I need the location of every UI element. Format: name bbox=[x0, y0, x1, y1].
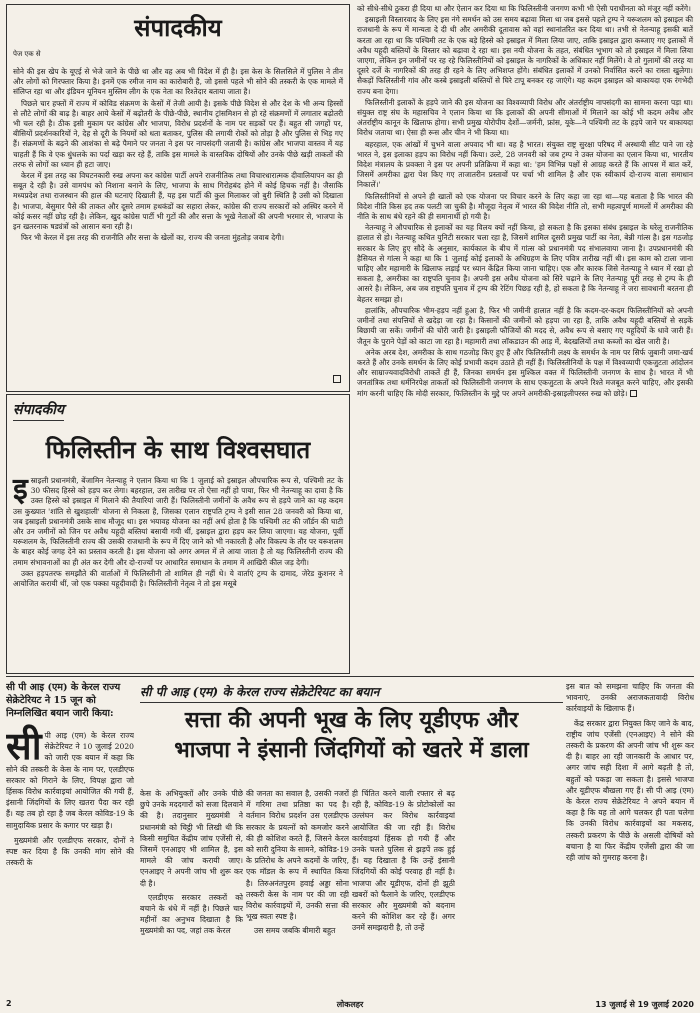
continuation-paragraph: को सीधे-सीधे ठुकरा ही दिया था और ऐलान कर दिया था कि फिलिस्तीनी जनगण कभी भी ऐसी पराधीनता को मंजूर नहीं करेंगे। bbox=[357, 4, 691, 13]
editorial-paragraph: सोने की इस खेप के यूएई से भेजे जाने के पीछे था और वह अब भी विदेश में ही है। इस केस के सिलसिले में पुलिस ने तीन और लोगों को गिरफ्तार किया है। इनमें एक रमीज नाम का कारोबारी है, जो इससे पहले भी सोने की तस्करी के एक मामले में संलिप्त रहा था और इंडियन यूनियन मुस्लिम लीग के एक नेता का रिश्तेदार बताया जाता है। bbox=[13, 67, 343, 97]
statement-paragraph: ही चिंतित करने वाली रफ्तार से बढ़ रही है, कोविड-19 के प्रोटोकोलों का उल्लंघन कर विरोध कार्रवाइयां आयोजित की जा रही हैं। विरोध कार्रवाइयां हिंसक हो गयी हैं और उनके चलते पुलिस से झड़पें तक हुई हैं। यह दिखाता है कि उन्हें इंसानी जिंदगियों की कोई परवाह ही नहीं है। भाजपा और यूडीएफ, दोनों ही झूठी खबरों को फैलाने के जरिए, एलडीएफ सरकार और मुख्यमंत्री को बदनाम करने की कोशिश कर रहे हैं। अगर उनमें समझदारी है, तो उन्हें bbox=[352, 789, 455, 933]
section-divider bbox=[6, 676, 694, 677]
banner-headline-line-1: सत्ता की अपनी भूख के लिए यूडीएफ और bbox=[184, 707, 519, 733]
palestine-paragraph: उक्त हड़पतरफ समझौते की वार्ताओं में फिलिस्तीनी तो शामिल ही नहीं थे। ये वार्ताएं ट्रम्प के दामाद, जेरेड कुशनर ने आयोजित करायी थीं, जो एक पक्का यहूदीवादी है। फिलिस्तीनी नेतृत्व ने तो इस मसूबे bbox=[13, 568, 343, 589]
statement-paragraph: उस समय जबकि बीमारी बहुत bbox=[254, 926, 336, 936]
end-mark-icon bbox=[630, 390, 637, 397]
editorial-byline: पेज एक से bbox=[13, 50, 41, 58]
continuation-paragraph: बहरहाल, एक आंखों में चुभने वाला अपवाद भी था। वह है भारत। संयुक्त राष्ट्र सुरक्षा परिषद में अस्थायी सीट पाने जा रहे भारत ने, इस इलाका हड़प का विरोध नहीं किया। उल्टे, 28 जनवरी को जब ट्रम्प ने उक्त योजना का एलान किया था, भारतीय विदेश मंत्रालय के प्रवक्ता ने इस पर अपनी प्रतिक्रिया में कहा था: 'हम विभिन्न पक्षों से आग्रह करते हैं कि आपस में बात करें, जिसमें अमरीका द्वारा पेश किए गए ताजातरीन प्रस्तावों पर चर्चा भी शामिल है और एक स्वीकार्य दो-राज्य वाला समाधान निकालें।' bbox=[357, 139, 693, 190]
drop-cap: इ bbox=[13, 472, 28, 507]
palestine-continuation bbox=[355, 4, 695, 674]
banner-headline-line-2: भाजपा ने इंसानी जिंदगियों को खतरे में डाला bbox=[174, 737, 529, 763]
statement-paragraph: केस के अभियुक्तों और उनके पीछे छुपे उनके मददगारों को सजा दिलवाने की है। तदानुसार मुख्यमंत्री ने प्रधानमंत्री को चिट्ठी भी लिखी थी कि किसी समुचित केंद्रीय जांच एजेंसी से, जिसमें एनआइए भी शामिल है, इस मामले की जांच करायी जाए। एनआइए ने अपनी जांच भी शुरू कर दी है। bbox=[140, 789, 243, 888]
page-number: 2 bbox=[6, 999, 12, 1008]
cpim-banner bbox=[140, 681, 563, 781]
banner-kicker: सी पी आइ (एम) के केरल राज्य सेक्रेटेरियट का बयान bbox=[140, 685, 380, 699]
palestine-paragraph-text: स्राइली प्रधानमंत्री, बेंजामिन नेतन्याहू ने एलान किया था कि 1 जुलाई को इस्राइल औपचारिक रूप से, पश्चिमी तट के 30 फीसद हिस्से को हड़प कर लेगा। बहरहाल, उस तारीख पर तो ऐसा नहीं हो पाया, फिर भी नेतन्याहू का दावा है कि उक्त हिस्से को इस्राइल में मिलाने की तैयारियां जारी हैं। फिलिस्तीनी जमीनों के अवैध रूप से हड़पे जाने का यह कदम उस कुख्यात 'शांति से खुशहाली' योजना से निकला है, जिसका एलान राष्ट्रपति ट्रम्प ने इसी साल 28 जनवरी को किया था, जब इस्राइली प्रधानमंत्री उसके साथ मौजूद था। इस भयावह योजना का नहीं अर्थ होता है कि पश्चिमी तट की जॉर्डन की घाटी और उन जमीनों को जिन पर अवैध यहूदी बस्तियां बसायी गयी थीं, इस्राइल द्वारा हड़प कर लिया जाएगा। यह योजना, पूर्वी यरूशलम के, फिलिस्तीनी राज्य की उसकी राजधानी के रूप में दिए जाने को भी नकारती है और विकल्प के तौर पर यरूशलम के बाहर कोई जगह देने का प्रस्ताव करती है। इस योजना को अगर अमल में ले आया जाता है तो यह फिलिस्तीनी राज्य की तमाम संभावनाओं का ही अंत कर देगी और दो-राज्यों पर आधारित समाधान के तमाम में आखिरी कील जड़ देगी। bbox=[13, 476, 343, 567]
continuation-paragraph: नेतन्याहू ने औपचारिक से इलाकों का यह विलय क्यों नहीं किया, हो सकता है कि इसका संबंध इस्राइल के घरेलू राजनीतिक हालात से हो। नेतन्याहू कथित युनिटी सरकार चला रहा है, जिसमें शामिल दूसरी प्रमुख पार्टी का नेता, बेन्नी गांत्स है। इस गठजोड़ सरकार के लिए हुए सौदे के अनुसार, कार्यकाल के बीच में गांत्स को प्रधानमंत्री पद संभालवाया जाना है। उपप्रधानमंत्री की हैसियत से गांत्स ने कहा था कि 1 जुलाई कोई इलाकों के अधिग्रहण के लिए पवित्र तारीख नहीं थी। इस काम को टाला जाना चाहिए और महामारी के खिलाफ लड़ाई पर ध्यान केंद्रित किया जाना चाहिए। एक और कारक जिसे नेतन्याहू ने ध्यान में रखा हो सकता है, अमरीका का राष्ट्रपति चुनाव है। अपनी इस अवैध योजना को सिरे चढ़ाने के लिए नेतन्याहू पूरी तरह से ट्रम्प के ही आसरे है। लेकिन, अब जब राष्ट्रपति चुनाव में ट्रम्प की रेटिंग पिछड़ रही है, हो सकता है कि नेतन्याहू ने जरा सावधानी बरतना ही बेहतर समझा हो। bbox=[357, 223, 693, 304]
statement-paragraph: केंद्र सरकार द्वारा नियुक्त किए जाने के बाद, राष्ट्रीय जांच एजेंसी (एनआइए) ने सोने की तस्करी के प्रकरण की अपनी जांच भी शुरू कर दी है। बाहर आ रही जानकारी के आधार पर, अगर जांच सही दिशा में आगे बढ़ती है तो, बहुतों को पकड़ा जा सकता है। इससे भाजपा और यूडीएफ बौखला गए हैं। सी पी आइ (एम) के केरल राज्य सेक्रेटेरियट ने अपने बयान में कहा है कि यह तो आगे चलकर ही पता चलेगा कि उनकी विरोध कार्रवाइयों का मकसद, तस्करी प्रकरण के पीछे के असली दोषियों को बचाना है या फिर केंद्रीय एजेंसी द्वारा की जा रही जांच को गुमराह करना है। bbox=[566, 718, 694, 863]
editorial-paragraph: फिर भी केरल में इस तरह की राजनीति और सत्ता के खेलों का, राज्य की जनता मुंहतोड़ जवाब देगी। bbox=[21, 233, 284, 243]
drop-cap: सी bbox=[6, 723, 42, 768]
banner-kicker-wrap bbox=[140, 681, 563, 703]
cpim-paragraph: मुख्यमंत्री और एलडीएफ सरकार, दोनों ने स्पष्ट कर दिया है कि उनकी मांग सोने की तस्करी के bbox=[6, 835, 134, 868]
cpim-paragraph-text: पी आइ (एम) के केरल राज्य सेक्रेटेरियट ने 10 जुलाई 2020 को जारी एक बयान में कहा कि सोने की तस्करी के केस के नाम पर, एलडीएफ सरकार को गिराने के लिए, विपक्ष द्वारा जो हिंसक विरोध कार्रवाइयां आयोजित की गयी हैं, इंसानी जिंदगियों के लिए खतरा पैदा कर रही हैं। यह तब हो रहा है जब केरल कोविड-19 के सामुदायिक प्रसार के कगार पर खड़ा है। bbox=[6, 731, 134, 830]
end-mark-icon bbox=[333, 375, 341, 383]
cpim-paragraph bbox=[6, 723, 134, 831]
publication-name: लोकलहर bbox=[336, 1000, 364, 1009]
editorial-title: संपादकीय bbox=[134, 13, 222, 42]
editorial-paragraph: पिछले चार हफ्तों में राज्य में कोविड संक्रमण के केसों में तेजी आयी है। इसके पीछे विदेश से और देश के भी अन्य हिस्सों से लौटे लोगों की बाढ़ है। बाहर आये केसों में बढ़ोतरी के पीछे-पीछे, स्थानीय ट्रांसमिशन से हो रहे संक्रमणों में लगातार बढ़ोतरी भी चल रही है। ठीक इसी मुकाम पर कांग्रेस और भाजपा, विरोध प्रदर्शनों के नाम पर सड़कों पर हैं। बहुत सी जगहों पर, बीसियों प्रदर्शनकारियों ने, देह से दूरी के नियमों को धता बताकर, पुलिस की लगायी रोकों को तोड़ा है और पुलिस से भिड़ गए हैं। संक्रमणों के बढ़ने की आशंका से बढ़े पैमाने पर जनता ने इस पर नापसंदगी जतायी है। कांग्रेस और भाजपा वास्तव में यह चाहती हैं कि वे एक धुंधलके का पर्दा खड़ा कर रहे हैं, ताकि इस मामले के वास्तविक दोषियों और उनके पीछे खड़ी ताकतों की तरफ से लोगों का ध्यान ही हटा जाए। bbox=[13, 98, 343, 169]
page-footer bbox=[6, 999, 694, 1011]
continuation-paragraph: फिलिस्तीनियों से अपने ही खातों को एक योजना पर विचार करने के लिए कहा जा रहा था—यह बताता है कि भारत की विदेश नीति किस हद तक पलटी जा चुकी है। मौजूदा नेतृत्व में भारत की विदेश नीति तो, सभी महत्वपूर्ण मामलों में अमरीका की नीति के साथ बंधे रहने की ही समानार्थी हो गयी है। bbox=[357, 191, 693, 222]
cpim-intro-column bbox=[6, 681, 134, 997]
continuation-paragraph: इस्राइली विस्तारवाद के लिए इस नंगे समर्थन को उस समय बढ़ावा मिला था जब इससे पहले ट्रम्प ने यरूशलम को इस्राइल की राजधानी के रूप में मान्यता दे दी थी और अमरीकी दूतावास को वहां स्थानांतरित कर दिया था। तभी से नेतन्याहू इसकी बातें करता आ रहा था कि पश्चिमी तट के एक बड़े हिस्से को इस्राइल में मिला लिया जाए, ताकि इस्राइल द्वारा कब्जाए गए इलाकों में अवैध यहूदी बस्तियों के विस्तार को बढ़ावा दे रहा था। इस नयी योजना के तहत, संबंधित भूभाग को तो इस्राइल में मिला लिया जाएगा, लेकिन इन जमीनों पर रह रहे फिलिस्तीनियों को इस्राइल के नागरिकों के अधिकार नहीं मिलेंगे। वे तो गुलामों की तरह या दूसरे दर्जे के नागरिकों की तरह ही रहने के लिए अभिशप्त होंगे। संबंधित इलाकों में उनको निर्वासित करने का रास्ता खुलेगा। सैकड़ों फिलिस्तीनी गांव और कस्बे इस्राइली बस्तियों से घिरे टापू बनकर रह जाएंगे। यह कदम इस्राइल को बाकायदा एक रंगभेदी राज्य बना देगा। bbox=[357, 15, 693, 96]
issue-date: 13 जुलाई से 19 जुलाई 2020 bbox=[595, 1000, 694, 1009]
statement-column-3 bbox=[352, 788, 455, 997]
editorial-paragraph: केरल में इस तरह का विघटनकारी रुख अपना कर कांग्रेस पार्टी अपने राजनीतिक तथा विचारधारात्मक दीवालियापन का ही सबूत दे रही है। उसे वामपंथ को निशाना बनाने के लिए, भाजपा के साथ गिरोहबंद होने में कोई हिचक नहीं है। जैसाकि मध्यप्रदेश तथा राजस्थान की हाल की घटनाएं दिखाती हैं, यह इस पार्टी की कुल मिलाकर जो बुरी स्थिति है उसी को दिखाता है। भाजपा, बेसुमार पैसे की ताकत और दूसरे तमाम हथकंडों का सहारा लेकर, कांग्रेस की राज्य सरकारों को अस्थिर करने में कोई कसर नहीं छोड़ रही है। लेकिन, खुद कांग्रेस पार्टी भी गुटों की और सत्ता के भूखे नेताओं की अपनी भरमार से, भाजपा के इन खतरनाक षड्यंत्रों को आसान बना रही है। bbox=[13, 171, 343, 232]
continuation-paragraph-text: अनेक अरब देश, अमरीका के साथ गठजोड़ किए हुए हैं और फिलिस्तीनी लक्ष्य के समर्थन के नाम पर सिर्फ जुबानी जमा-खर्च करते हैं और उनके समर्थन के लिए कोई प्रभावी कदम उठाते ही नहीं हैं। फिलिस्तीनियों के पक्ष में विश्वव्यापी एकजुटता आंदोलन और साम्राज्यवादविरोधी ताकतें ही हैं, जिनका समर्थन इस मुश्किल वक्त में फिलिस्तीनी जनगण के साथ है। भारत में भी जनतांत्रिक तथा धर्मनिरपेक्ष ताकतों को फिलिस्तीनी जनगण के साथ एकजुटता के अपने रिश्ते मजबूत करने चाहिए, और इसकी मांग करनी चाहिए कि मोदी सरकार, फिलिस्तीन के मुद्दे पर अपने अमरीकी-इस्राइलीपरस्त रुख को छोड़े। bbox=[357, 347, 693, 398]
statement-column-1 bbox=[140, 788, 243, 997]
continuation-paragraph: हालांकि, औपचारिक भीम-हड़प नहीं हुआ है, फिर भी जमीनी हालात नहीं है कि कदम-दर-कदम फिलिस्तीनियों को अपनी जमीनों तथा संपत्तियों से खदेड़ा जा रहा है। किसानों की जमीनों को हड़पा जा रहा है, ताकि अवैध यहूदी बस्तियों से सड़कें बिछायी जा सकें। जमीनों की चोरी जारी है। इस्राइली फौजियों की मदद से, अवैध रूप से बसाए गए यहूदियों के धावे जारी हैं। जैतून के पुराने पेड़ों को काटा जा रहा है। महामारी तथा लॉकडाउन की आड़ में, बेदखलियों तथा कब्जों का खेल जारी है। bbox=[357, 305, 693, 346]
palestine-kicker: संपादकीय bbox=[13, 400, 64, 421]
continuation-paragraph: फिलिस्तीनी इलाकों के हड़पे जाने की इस योजना का विश्वव्यापी विरोध और अंतर्राष्ट्रीय नापसंदगी का सामना करना पड़ा था। संयुक्त राष्ट्र संघ के महासचिव ने एलान किया था कि इलाकों की अपनी सीमाओं में मिलाने का कोई भी कदम अवैध और अंतर्राष्ट्रीय कानून के खिलाफ होगा। सभी प्रमुख योरोपीय देशों—जर्मनी, फ्रांस, यूके—ने पश्चिमी तट के हड़पे जाने पर बाकायदा विरोध जताया था। ऐसा ही रूस और चीन ने भी किया था। bbox=[357, 97, 693, 138]
editorial-box bbox=[6, 4, 350, 392]
statement-paragraph: इस बात को समझना चाहिए कि जनता की भावनाएं, उनकी अराजकतावादी विरोध कार्रवाइयों के खिलाफ हैं। bbox=[566, 682, 694, 714]
cpim-intro: सी पी आइ (एम) के केरल राज्य सेक्रेटेरियट ने 15 जून को निम्नलिखित बयान जारी किया: bbox=[6, 682, 121, 719]
statement-column-4 bbox=[566, 681, 694, 997]
palestine-headline: फिलिस्तीन के साथ विश्वसघात bbox=[45, 435, 311, 464]
statement-paragraph: एलडीएफ सरकार तस्करों को बचाने के धंधे में नहीं है। पिछले चार महीनों का अनुभव दिखाता है कि मुख्यमंत्री का पद, जहां तक केरल bbox=[140, 892, 243, 936]
palestine-paragraph bbox=[13, 472, 343, 568]
palestine-article bbox=[6, 394, 350, 674]
continuation-paragraph bbox=[357, 348, 693, 399]
statement-paragraph: की जनता का सवाल है, उसकी नजरों में गरिमा तथा प्रतिष्ठा का पद है। वर्तमान विरोध प्रदर्शन उस एलडीएफ सरकार के प्रयत्नों को कमजोर करने की ही कोशिश करते हैं, जिसने केरल को सारी दुनिया के सामने, कोविड-19 के प्रतिरोध के अपने कदमों के जरिए, एक मॉडल के रूप में स्थापित किया है। तिरुअनंतपुरम हवाई अड्डा सोना तस्करी केस के नाम पर की जा रही विरोध कार्रवाइयों में, उनकी सत्ता की भूख स्वतः स्पष्ट है। bbox=[246, 789, 349, 922]
statement-column-2 bbox=[246, 788, 349, 997]
